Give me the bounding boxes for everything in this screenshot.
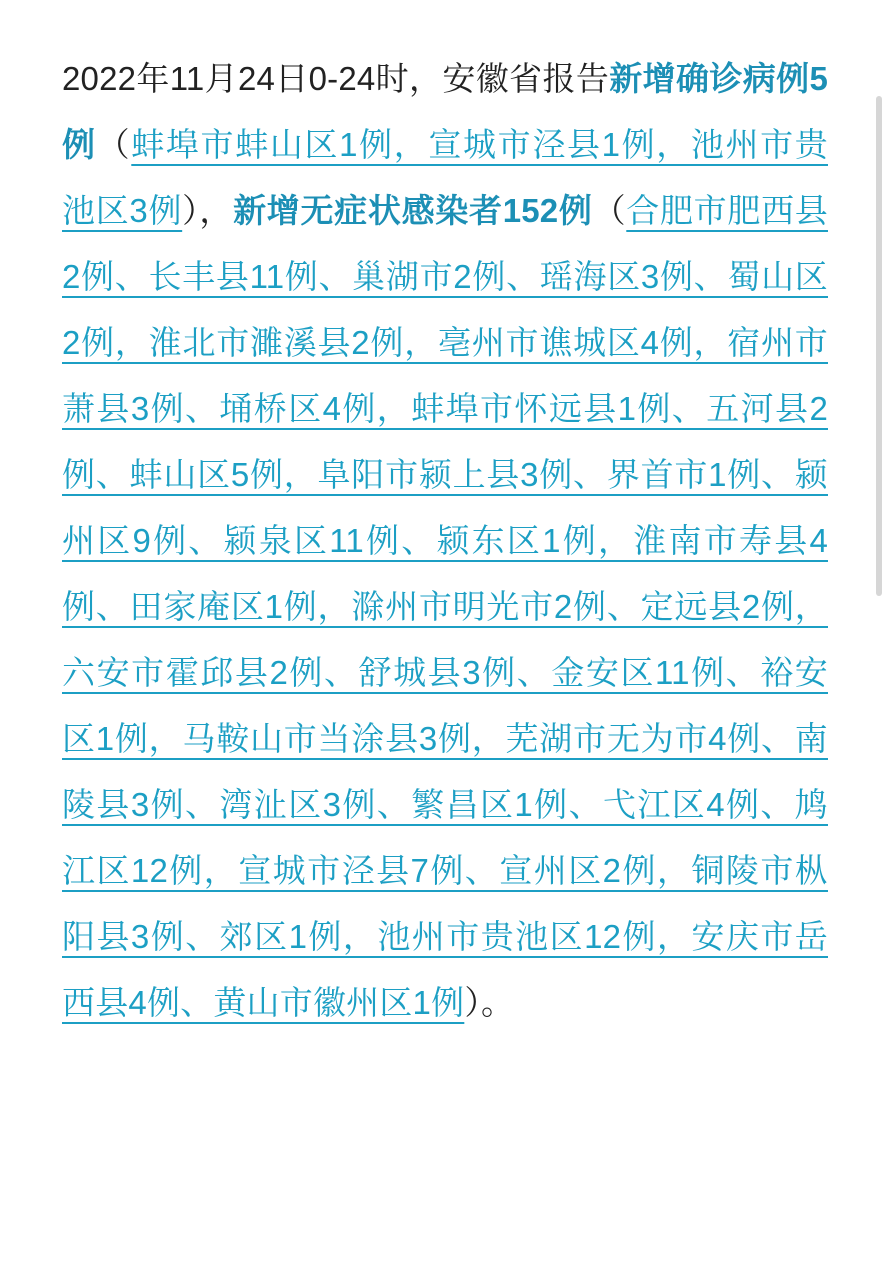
article-text-0: 2022年11月24日0-24时，安徽省报告 xyxy=(62,60,610,97)
article-text-2: （ xyxy=(96,126,132,163)
article-text-6: （ xyxy=(592,192,627,229)
article-link-3[interactable]: 蚌埠市蚌山区1例，宣城市泾县1例，池州市贵池区3例 xyxy=(62,126,828,229)
article-link-7[interactable]: 合肥市肥西县2例、长丰县11例、巢湖市2例、瑶海区3例、蜀山区2例，淮北市濉溪县2例，亳州市谯城区4例，宿州市萧县3例、埇桥区4例，蚌埠市怀远县1例、五河县2例、蚌山区5例，阜阳市颍上县3例、界首市1例、颍州区9例、颍泉区11例、颍东区1例，淮南市寿县4例、田家庵区1例，滁州市明光市2例、定远县2例，六安市霍邱县2例、舒城县3例、金安区11例、裕安区1例，马鞍山市当涂县3例，芜湖市无为市4例、南陵县3例、湾沚区3例、繁昌区1例、弋江区4例、鸠江区12例，宣城市泾县7例、宣州区2例，铜陵市枞阳县3例、郊区1例，池州市贵池区12例，安庆市岳西县4例、黄山市徽州区1例 xyxy=(62,192,828,1021)
scrollbar-track[interactable] xyxy=(879,0,885,1280)
article-text-4: ）， xyxy=(182,192,234,229)
article-body xyxy=(62,46,828,1036)
scrollbar-thumb[interactable] xyxy=(876,96,882,596)
article-text-8: ）。 xyxy=(464,984,515,1021)
article-highlight-1: 新增确诊病例5例 xyxy=(62,60,828,163)
article-highlight-5: 新增无症状感染者152例 xyxy=(233,192,593,229)
